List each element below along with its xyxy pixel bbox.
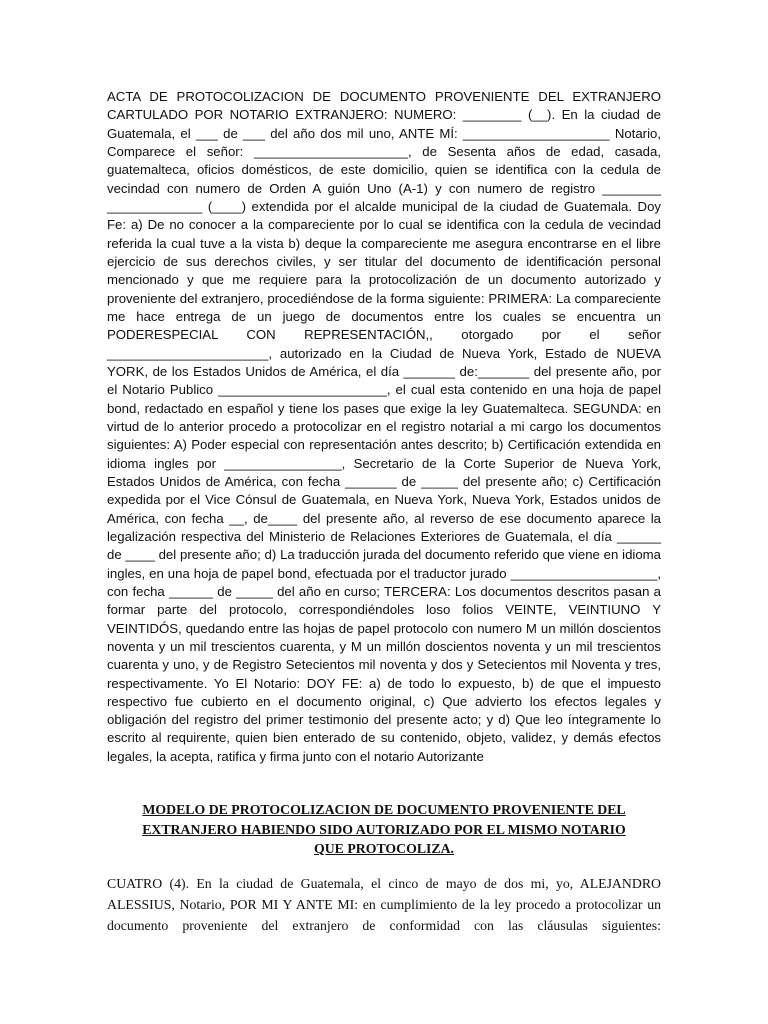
document-page bbox=[107, 88, 661, 933]
model-heading: MODELO DE PROTOCOLIZACION DE DOCUMENTO PROVENIENTE DEL EXTRANJERO HABIENDO SIDO AUTORIZADO POR EL MISMO NOTARIO QUE PROTOCOLIZA. bbox=[142, 802, 626, 856]
model-body-text: CUATRO (4). En la ciudad de Guatemala, el cinco de mayo de dos mi, yo, ALEJANDRO ALESSIUS, Notario, POR MI Y ANTE MI: en cumplimiento de la ley procedo a protocolizar un documento proveniente del extranjero de conformidad con las cláusulas siguientes: bbox=[107, 876, 661, 933]
protocolization-act-text: ACTA DE PROTOCOLIZACION DE DOCUMENTO PROVENIENTE DEL EXTRANJERO CARTULADO POR NOTARIO EXTRANJERO: NUMERO: ________ (__). En la ciudad de Guatemala, el ___ de ___ del año dos mil uno, ANTE MÍ: ____________________ Notario, Comparece el señor: _____________________, de Sesenta años de edad, casada, guatemalteca, oficios domésticos, de este domicilio, quien se identifica con la cedula de vecindad con numero de Orden A guión Uno (A-1) y con numero de registro ________ _____________ (____) extendida por el alcalde municipal de la ciudad de Guatemala. Doy Fe: a) De no conocer a la compareciente por lo cual se identifica con la cedula de vecindad referida la cual tuve a la vista b) deque la compareciente me asegura encontrarse en el libre ejercicio de sus derechos civiles, y ser titular del documento de identificación personal mencionado y que me requiere para la protocolización de un documento autorizado y proveniente del extranjero, procediéndose de la forma siguiente: PRIMERA: La compareciente me hace entrega de un juego de documentos entre los cuales se encuentra un PODERESPECIAL CON REPRESENTACIÓN,, otorgado por el señor ______________________, autorizado en la Ciudad de Nueva York, Estado de NUEVA YORK, de los Estados Unidos de América, el día _______ de:_______ del presente año, por el Notario Publico _______________________, el cual esta contenido en una hoja de papel bond, redactado en español y tiene los pases que exige la ley Guatemalteca. SEGUNDA: en virtud de lo anterior procedo a protocolizar en el registro notarial a mi cargo los documentos siguientes: A) Poder especial con representación antes descrito; b) Certificación extendida en idioma ingles por ________________, Secretario de la Corte Superior de Nueva York, Estados Unidos de América, con fecha _______ de _____ del presente año; c) Certificación expedida por el Vice Cónsul de Guatemala, en Nueva York, Nueva York, Estados unidos de América, con fecha __, de____ del presente año, al reverso de ese documento aparece la legalización respectiva del Ministerio de Relaciones Exteriores de Guatemala, el día ______ de ____ del presente año; d) La traducción jurada del documento referido que viene en idioma ingles, en una hoja de papel bond, efectuada por el traductor jurado ____________________, con fecha ______ de _____ del año en curso; TERCERA: Los documentos descritos pasan a formar parte del protocolo, correspondiéndoles loso folios VEINTE, VEINTIUNO Y VEINTIDÓS, quedando entre las hojas de papel protocolo con numero M un millón doscientos noventa y un mil trescientos cuarenta, y M un millón doscientos noventa y un mil trescientos cuarenta y uno, y de Registro Setecientos mil noventa y dos y Setecientos mil Noventa y tres, respectivamente. Yo El Notario: DOY FE: a) de todo lo expuesto, b) de que el impuesto respectivo fue cubierto en el documento original, c) Que advierto los efectos legales y obligación del registro del primer testimonio del presente acto; y d) Que leo íntegramente lo escrito al requirente, quien bien enterado de su contenido, objeto, validez, y demás efectos legales, la acepta, ratifica y firma junto con el notario Autorizante bbox=[107, 89, 661, 764]
